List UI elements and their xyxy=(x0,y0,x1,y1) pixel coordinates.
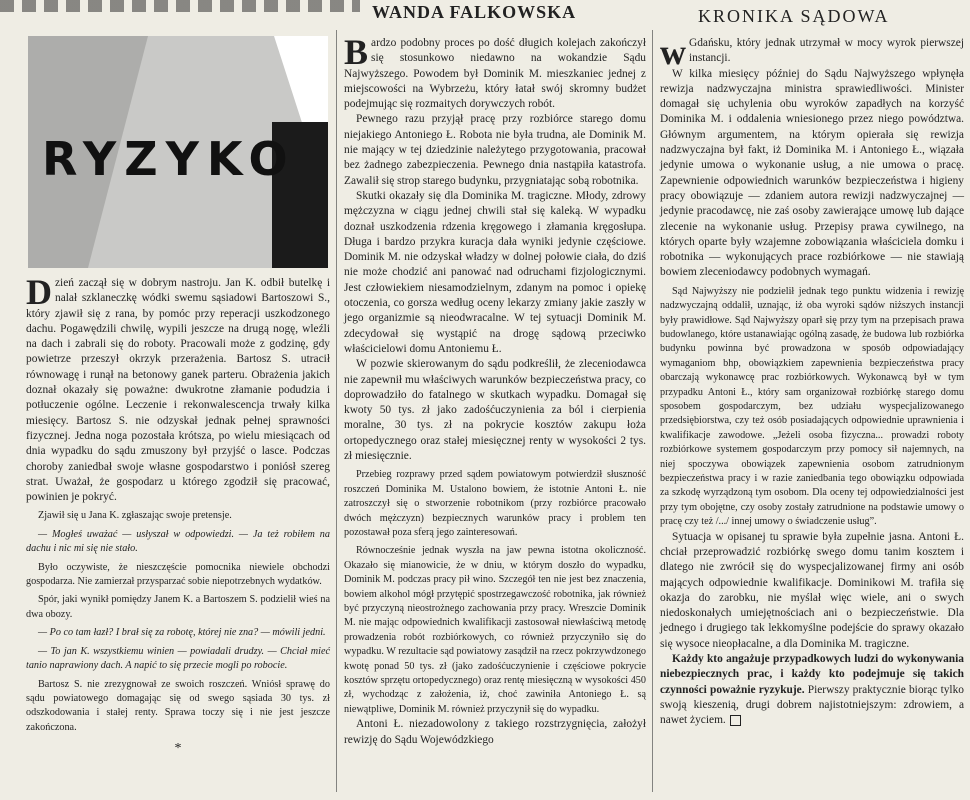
paragraph: W pozwie skierowanym do sądu podkreślił, że zleceniodawca nie zapewnił mu właściwych warunków bezpieczeństwa pracy, co doprowadziło do fatalnego w skutkach wypadku. Domagał się kwoty 50 tys. zł jako zadośćuczynienia za ból i cierpienia moralne, 30 tys. zł na pokrycie kosztów zakupu łoża ortopedycznego oraz stałej miesięcznej renty w wysokości 2 tys. zł miesięcznie. xyxy=(344,358,646,463)
article-column-2 xyxy=(344,32,647,748)
paragraph: Sytuacja w opisanej tu sprawie była zupełnie jasna. Antoni Ł. chciał przeprowadzić rozbiórkę swego domu tanim kosztem i dlatego nie zwrócił się do wyspecjalizowanej firmy ani osób mających odpowiednie kwalifikacje. Dominikowi M. trafiła się okazja do zarobku, nie myślał więc wiele, ani o swych niedoskonałych umiejętnościach ani o bezpieczeństwie. Dla jednego i drugiego tak lekkomyślne podejście do sprawy okazało się wysoce nieopłacalne, a dla Dominika M. tragiczne. xyxy=(660,530,964,650)
paragraph: wGdańsku, który jednak utrzymał w mocy wyrok pierwszej instancji. xyxy=(660,32,964,72)
paragraph: Skutki okazały się dla Dominika M. tragiczne. Młody, zdrowy mężczyzna w ciągu jednej chwili stał się kaleką. W wypadku doznał uszkodzenia rdzenia kręgowego i złamania kręgosłupa. Długa i bardzo przykra kuracja dała wyniki jedynie częściowe. Dominik M. nie odzyskał władzy w dolnej połowie ciała, do dziś nie może chodzić ani panować nad odruchami fizjologicznymi. Jest człowiekiem niesamodzielnym, zdanym na pomoc i opiekę otoczenia, co gorsza według oceny lekarzy zmiany jakie zaszły w jego organizmie są nieodwracalne. W tej sytuacji Dominik M. zdecydował się wystąpić na drogę sądową przeciwko właścicielowi domu Antoniemu Ł. xyxy=(344,189,646,355)
bold-conclusion: Każdy kto angażuje przypadkowych ludzi do wykonywania niebezpiecznych prac, i każdy kto podejmuje się takich czynności poważnie ryzykuje. xyxy=(660,653,964,696)
dialogue-line: — To jan K. wszystkiemu winien — powiadali drudzy. — Chciał mieć tanio naprawiony dach. A napić to się przecie mogli po robocie. xyxy=(26,645,330,672)
section-heading: KRONIKA SĄDOWA xyxy=(698,6,890,26)
paragraph: Spór, jaki wynikł pomiędzy Janem K. a Bartoszem S. podzielił wieś na dwa obozy. xyxy=(26,594,330,620)
paragraph: Pewnego razu przyjął pracę przy rozbiórce starego domu niejakiego Antoniego Ł. Robota nie była trudna, ale Dominik M. nie mający w tej dziedzinie należytego przygotowania, pracował bez żadnego zabezpieczenia. Pewnego dnia nastąpiła katastrofa. Zawalił się strop starego budynku, przygniatając sobą robotnika. xyxy=(344,113,646,187)
paragraph: Zjawił się u Jana K. zgłaszając swoje pretensje. xyxy=(38,510,232,522)
paragraph: Było oczywiste, że nieszczęście pomocnika niewiele obchodzi gospodarza. Nie zamierzał przysparzać sobie niepotrzebnych wydatków. xyxy=(26,561,330,588)
header-decoration xyxy=(0,0,360,12)
author-name: WANDA FALKOWSKA xyxy=(372,2,577,22)
article-title: RYZYKO xyxy=(42,132,296,186)
article-column-1 xyxy=(26,272,330,757)
dialogue-line: — Mogłeś uważać — usłyszał w odpowiedzi. — Ja też robiłem na dachu i nic mi się nie stało. xyxy=(26,528,330,555)
paragraph: Sąd Najwyższy nie podzielił jednak tego punktu widzenia i rewizję nadzwyczajną oddalił, uznając, iż oba wyroki sądów niższych instancji były prawidłowe. Sąd Najwyższy oparł się przy tym na przepisach prawa budowlanego, które ustanawiając ogólną zasadę, że budowa lub rozbiórka budynku powinna być prowadzona w sposób odpowiadający wymaganiom bhp, obowiązkiem zapewnienia bezpieczeństwa pracy obarczają wykonawcę prac rozbiórkowych. Wykonawcą był w tym przypadku Antoni Ł., który sam organizował rozbiórkę starego domu sposobem gospodarczym, bez udziału wyspecjalizowanego przedsiębiorstwa, czy też osób posiadających odpowiednie uprawnienia i kwalifikacje zawodowe. „Jeżeli osoba fizyczna... prowadzi roboty rozbiórkowe systemem gospodarczym przy pomocy sił najemnych, na niej spoczywa obowiązek zapewnienia osobom zatrudnionym bezpieczeństwa pracy i w razie zaniedbania tego obowiązku odpowiada za szkodę wyrządzoną tym osobom. Dla oceny tej odpowiedzialności jest przy tym obojętne, czy osoby zostały zatrudnione na podstawie umowy o pracę czy też /.../ innej umowy o świadczenie usług”. xyxy=(660,285,964,528)
column-divider xyxy=(336,30,337,792)
paragraph: Bardzo podobny proces po dość długich kolejach zakończył się stosunkowo niedawno na wokandzie Sądu Najwyższego. Powodem był Dominik M. mieszkaniec jednej z miejscowości na Wybrzeżu, który łatał swój skromny budżet podejmując się rozmaitych dorywczych robót. xyxy=(344,32,646,111)
dialogue-line: — Po co tam łazł? I brał się za robotę, której nie zna? — mówili jedni. xyxy=(38,627,326,639)
paragraph: Bartosz S. nie zrezygnował ze swoich roszczeń. Wniósł sprawę do sądu powiatowego domagając się od swego sąsiada 30 tys. zł odszkodowania i stałej renty. Sprawa toczy się i nie jest jeszcze zakończona. xyxy=(26,678,330,733)
column-divider xyxy=(652,30,653,792)
paragraph: Dzień zaczął się w dobrym nastroju. Jan K. odbił butelkę i nalał szklaneczkę wódki swemu sąsiadowi Bartoszowi S., który zjawił się z rana, by pomóc przy reperacji uszkodzonego dachu. Pogawędzili chwilę, wypili jeszcze na drugą nogę, wleźli na dach i zabrali się do roboty. Pracowali może z godzinę, gdy powietrze przeszył okrzyk przerażenia. Bartosz S. utracił równowagę i runął na betonowy ganek parteru. Obrażenia jakich doznał okazały się poważne: dwukrotne złamanie podudzia i potłuczenie ogólne. Leczenie i rekonwalescencja trwały kilka miesięcy. Bartosz S. nie odzyskał jednak pełnej sprawności fizycznej. Jedna noga pozostała krótsza, po wielu miesiącach od dnia wypadku do sądu zmuszony był przyjść o lasce. Podczas choroby zaniedbał swoje własne gospodarstwo i poniósł szereg strat. Uważał, że gospodarz u którego zgodził się pracować, powinien je pokryć. xyxy=(26,272,330,504)
paragraph: Równocześnie jednak wyszła na jaw pewna istotna okoliczność. Okazało się mianowicie, że w dniu, w którym doszło do wypadku, Dominik M. podczas pracy pił wino. Szczegół ten nie jest bez znaczenia, bowiem alkohol mógł przytępić spostrzegawczość robotnika, jak również być przyczyną nieostrożnego zachowania przy pracy. Wreszcie Dominik M. nie mając odpowiednich kwalifikacji zastosował niewłaściwą metodę prowadzenia robót rozbiórkowych, co również przyczyniło się do wypadku. W rezultacie sąd powiatowy zasądził na rzecz pokrzywdzonego kwotę ponad 50 tys. zł (jako zadośćuczynienie i częściowe pokrycie kosztów sprzętu ortopedycznego) oraz rentę miesięczną w wysokości 450 zł, wychodząc z założenia, iż, choć zawiniła Antoniego Ł. są niewątpliwe, Dominik M. również przyczynił się do wypadku. xyxy=(344,545,647,715)
paragraph: Przebieg rozprawy przed sądem powiatowym potwierdził słuszność roszczeń Dominika M. Ustalono bowiem, że istotnie Antoni Ł. nie zatroszczył się o stworzenie robotnikom (przy rozbiórce pracowało dwóch mężczyzn) bezpiecznych warunków pracy i problem ten pozostawał poza sferą jego zainteresowań. xyxy=(344,469,646,538)
conclusion-tail: Pierwszy praktycznie biorąc tylko swoją kieszenią, drugi dobrem najistotniejszym: zdrowiem, a nawet życiem. xyxy=(660,683,964,727)
end-mark-icon xyxy=(730,715,741,726)
paragraph xyxy=(660,652,964,728)
paragraph: Antoni Ł. niezadowolony z takiego rozstrzygnięcia, założył rewizję do Sądu Wojewódzkiego xyxy=(344,718,646,746)
article-column-3 xyxy=(660,32,964,729)
paragraph: W kilka miesięcy później do Sądu Najwyższego wpłynęła rewizja nadzwyczajna ministra sprawiedliwości. Minister domagał się uchylenia obu wyroków zapadłych na korzyść Dominika M. i oddalenia wniesionego przez niego powództwa. Głównym argumentem, na którym opierała się rewizja nadzwyczajna był fakt, iż Dominika M. i Antoniego Ł., wiązała jedynie umowa o wykonanie usług, a nie umowa o pracę. Zapewnienie odpowiednich warunków bezpieczeństwa i higieny pracy obowiązuje — zdaniem autora rewizji nadzwyczajnej — jedynie pracodawcę, nie zaś osoby zawierające umowę lub dające zlecenie na wykonanie usług. Przepisy prawa cywilnego, na których oparte były wzajemne zobowiązania właściciela domku i robotnika — wykonujących prace rozbiórkowe — nie stawiają bowiem zleceniodawcy podobnych wymagań. xyxy=(660,67,964,279)
title-graphic xyxy=(28,36,328,268)
section-separator: * xyxy=(174,741,182,757)
